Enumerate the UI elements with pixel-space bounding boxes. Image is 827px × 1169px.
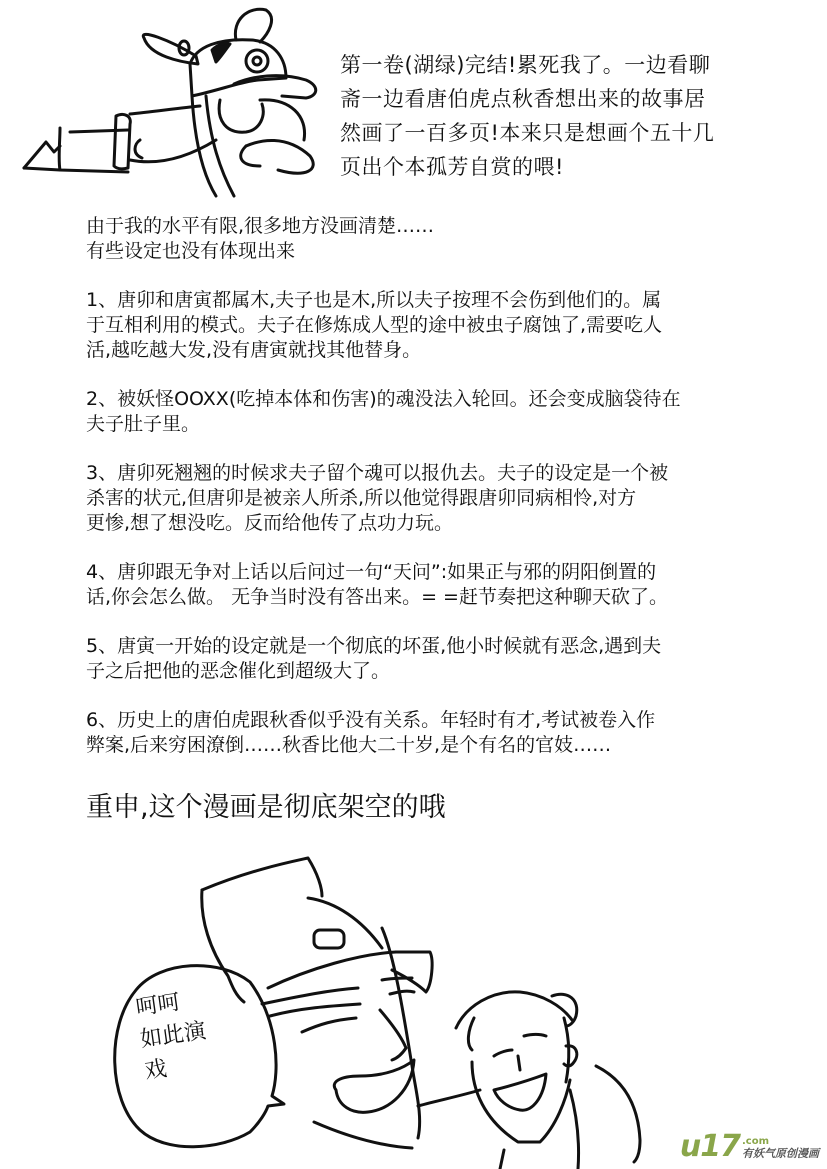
note-line: 子之后把他的恶念催化到超级大了。 [86, 660, 391, 682]
author-notes [86, 214, 786, 782]
watermark-slogan: 有妖气原创漫画 [742, 1147, 819, 1160]
note-item-4 [86, 560, 786, 610]
note-item-1 [86, 288, 786, 363]
note-line: 活,越吃越大发,没有唐寅就找其他替身。 [86, 339, 422, 361]
bubble-line: 呵呵 [134, 989, 182, 1021]
note-line: 2、被妖怪OOXX(吃掉本体和伤害)的魂没法入轮回。还会变成脑袋待在 [86, 388, 681, 410]
note-line: 于互相利用的模式。夫子在修炼成人型的途中被虫子腐蚀了,需要吃人 [86, 314, 663, 336]
note-item-5 [86, 634, 786, 684]
u17-logo: u17 [679, 1129, 740, 1164]
preface-line: 由于我的水平有限,很多地方没画清楚…… [86, 215, 435, 237]
intro-line: 页出个本孤芳自赏的喂! [340, 155, 564, 179]
preface-line: 有些设定也没有体现出来 [86, 240, 296, 262]
note-line: 6、历史上的唐伯虎跟秋香似乎没有关系。年轻时有才,考试被卷入作 [86, 709, 656, 731]
bubble-line: 如此演 [138, 1018, 208, 1053]
note-line: 夫子肚子里。 [86, 413, 201, 435]
note-line: 弊案,后来穷困潦倒……秋香比他大二十岁,是个有名的官妓…… [86, 734, 612, 756]
u17-watermark [679, 1129, 819, 1164]
bubble-line: 戏 [143, 1056, 169, 1085]
note-line: 3、唐卯死翘翘的时候求夫子留个魂可以报仇去。夫子的设定是一个被 [86, 462, 669, 484]
note-line: 5、唐寅一开始的设定就是一个彻底的坏蛋,他小时候就有恶念,遇到夫 [86, 635, 662, 657]
intro-line: 然画了一百多页!本来只是想画个五十几 [340, 121, 715, 145]
speech-bubble-text [134, 978, 256, 1088]
reiterate-heading: 重申,这个漫画是彻底架空的哦 [86, 792, 446, 823]
watermark-text [742, 1137, 819, 1161]
note-item-3 [86, 461, 786, 536]
note-line: 4、唐卯跟无争对上话以后问过一句“天问”:如果正与邪的阴阳倒置的 [86, 561, 657, 583]
note-line: 1、唐卯和唐寅都属木,夫子也是木,所以夫子按理不会伤到他们的。属 [86, 289, 662, 311]
notes-preface [86, 214, 786, 264]
note-line: 话,你会怎么做。 无争当时没有答出来。= =赶节奏把这种聊天砍了。 [86, 586, 668, 608]
intro-line: 斋一边看唐伯虎点秋香想出来的故事居 [340, 87, 706, 111]
intro-text [340, 48, 780, 184]
watermark-domain: .com [742, 1136, 770, 1147]
note-item-6 [86, 708, 786, 758]
note-line: 杀害的状元,但唐卯是被亲人所杀,所以他觉得跟唐卯同病相怜,对方 [86, 487, 637, 509]
intro-line: 第一卷(湖绿)完结!累死我了。一边看聊 [340, 53, 711, 77]
note-line: 更惨,想了想没吃。反而给他传了点功力玩。 [86, 512, 454, 534]
note-item-2 [86, 387, 786, 437]
lying-character-illustration [20, 0, 340, 200]
